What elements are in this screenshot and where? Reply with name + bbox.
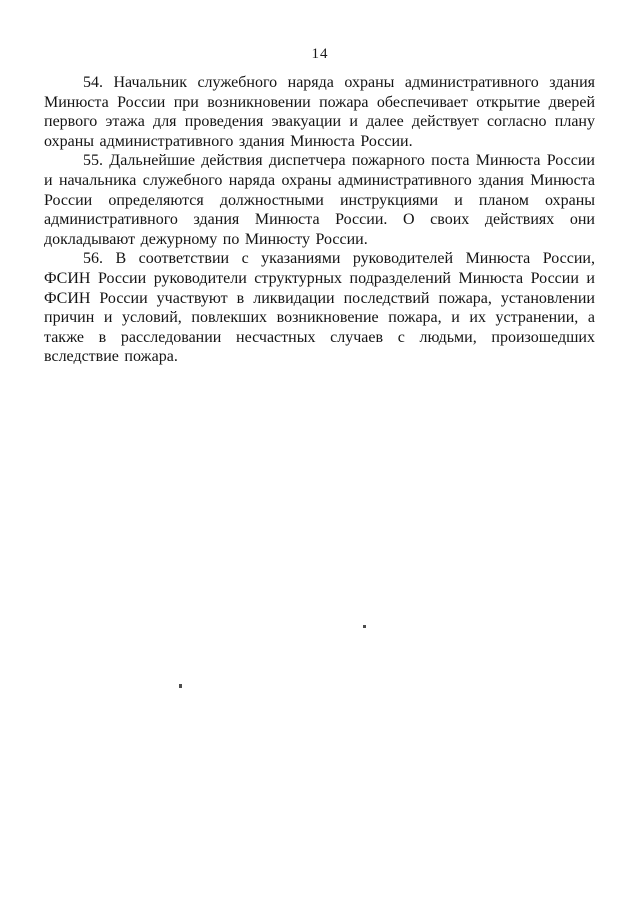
- paragraph-56: 56. В соответствии с указаниями руководителей Минюста России, ФСИН России руководители структурных подразделений Минюста России и ФСИН России участвуют в ликвидации последствий пожара, установлении причин и условий, повлекших возникновение пожара, и их устранении, а также в расследовании несчастных случаев с людьми, произошедших вследствие пожара.: [44, 250, 595, 366]
- paragraph-55: 55. Дальнейшие действия диспетчера пожарного поста Минюста России и начальника служебного наряда охраны административного здания Минюста России определяются должностными инструкциями и планом охраны административного здания Минюста России. О своих действиях они докладывают дежурному по Минюсту России.: [44, 152, 595, 248]
- document-body: [44, 73, 595, 367]
- paragraph-54: 54. Начальник служебного наряда охраны административного здания Минюста России при возникновении пожара обеспечивает открытие дверей первого этажа для проведения эвакуации и далее действует согласно плану охраны административного здания Минюста России.: [44, 74, 595, 150]
- scan-speck: [179, 684, 182, 688]
- scan-speck: [363, 625, 366, 628]
- page-number: 14: [311, 46, 329, 62]
